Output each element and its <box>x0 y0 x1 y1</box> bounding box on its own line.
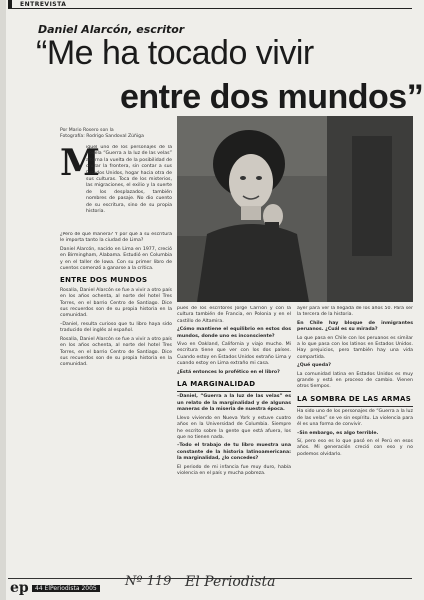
subhead-rule <box>177 391 291 392</box>
handwritten-issue-number: Nº 119 <box>125 574 172 589</box>
question: –Daniel, “Guerra a la luz de las velas” es un relato de la marginalidad y de algunas maneras de la miseria de nuestra época. <box>177 394 291 413</box>
lead-paragraph: iguel uno de los personajes de la novela “Guerra a la luz de las velas” alterna la vuelta de la posibilidad de cruzar la frontera, sin contar a sus Estados Unidos, hogar hacia otra de sus culturas. Toca de los misterios, las migraciones, el exilio y la suerte de los desplazados, también nombres de pasaje. No dio cuento de su escritura, sino de su propia historia. <box>86 145 172 215</box>
paragraph: –Daniel, resulta curioso que tu libro haya sido traducido del inglés al español. <box>60 321 172 334</box>
author-photo-image <box>177 116 413 302</box>
paragraph: ¿Pero de qué manera? Y por qué a su escritura le importa tanto la ciudad de Lima? <box>60 232 172 244</box>
byline-photo: Fotografía: Rodrigo Sandoval Zúñiga <box>60 134 144 139</box>
paragraph: Vivo en Oakland, California y viajo mucho. Mi escritura tiene que ver con los dos países. Cuando estoy en Estados Unidos extraño Lima y cuando estoy en Lima extraño mi casa. <box>177 342 291 367</box>
issue-label: 44 ElPeriodista 2005 <box>32 585 100 592</box>
headline-line-1: “Me ha tocado vivir <box>36 34 314 72</box>
drop-cap: M <box>60 142 100 184</box>
byline <box>60 128 144 140</box>
subhead-la-sombra-de-las-armas: LA SOMBRA DE LAS ARMAS <box>297 394 412 403</box>
paragraph: Sí, pero eso es lo que pasó en el Perú en esos años. Mi generación creció con eso y no podemos olvidarlo. <box>297 438 413 457</box>
column-1-top <box>86 145 172 231</box>
magazine-logo: ep <box>10 580 29 596</box>
question: –Sin embargo, es algo terrible. <box>297 430 379 436</box>
column-2 <box>177 306 291 572</box>
section-label: ENTREVISTA <box>8 0 70 9</box>
paragraph: Daniel Alarcón, nacido en Lima en 1977, creció en Birmingham, Alabama. Estudió en Columbia y en el taller de Iowa. Con su primer libro de cuentos comenzó a ganarse a la crítica. <box>60 246 172 272</box>
paragraph: Llevo viviendo en Nueva York y estuve cuatro años en la Universidad de Columbia. Siempre he escrito sobre la gente que está afuera, los que no tienen nada. <box>177 415 291 440</box>
page-edge-strip <box>0 0 6 600</box>
column-3 <box>297 306 413 572</box>
paragraph: Ha sido uno de los personajes de “Guerra a la luz de las velas” se ve sin espíritu. La violencia para él es una forma de convivir. <box>297 409 413 428</box>
paragraph: Rosalía, Daniel Alarcón se fue a vivir a otro país en los años ochenta, al norte del hotel Tres Torres, en el barrio Centro de Santiago. Dice sus recuerdos son de su propia historia en la comunidad. <box>60 336 172 368</box>
question: ¿Está entonces lo profético en el libro? <box>177 369 280 375</box>
headline-line-2: entre dos mundos” <box>120 78 424 116</box>
question: –Todo el trabajo de tu libro muestra una constante de la historia latinoamericana: la marginalidad, ¿lo concedes? <box>177 443 291 462</box>
paragraph: ayer para ver la llegada de los años 50. Para ser la tercera de la historia. <box>297 306 413 318</box>
question: ¿Qué queda? <box>297 363 331 369</box>
paragraph: Lo que pasa en Chile con los peruanos es similar a lo que pasa con los latinos en Estados Unidos. Hay prejuicios, pero también hay una vida compartida. <box>297 335 413 360</box>
question: En Chile hay bloque de inmigrantes peruanos. ¿Cuál es su mirada? <box>297 320 413 333</box>
paragraph: La comunidad latina en Estados Unidos es muy grande y está en proceso de cambio. Vienen otros tiempos. <box>297 371 413 390</box>
paragraph: Rosalía, Daniel Alarcón se fue a vivir a otro país en los años ochenta, al norte del hotel Tres Torres, en el barrio Centro de Santiago. Dice sus recuerdos son de su propia historia en la comunidad. <box>60 287 172 319</box>
subhead-entre-dos-mundos: ENTRE DOS MUNDOS <box>60 276 148 285</box>
handwritten-magazine-name: El Periodista <box>185 574 276 590</box>
kicker: Daniel Alarcón, escritor <box>38 23 185 36</box>
subhead-la-marginalidad: LA MARGINALIDAD <box>177 380 256 389</box>
paragraph: pues de los escritores Jorge Carrión y con la cultura también de Francia, en Polonia y en el castillo de Altamira. <box>177 306 291 324</box>
question: ¿Cómo mantiene el equilibrio en estos dos mundos, donde uno es inconsciente? <box>177 327 291 339</box>
subhead-rule <box>297 406 413 407</box>
top-rule <box>8 8 412 9</box>
author-photo <box>177 116 413 302</box>
column-1 <box>60 232 172 572</box>
paragraph: El periodo de mi infancia fue muy duro, había violencia en el país y mucha pobreza. <box>177 464 291 476</box>
byline-author: Por Mario Rosero son la <box>60 128 114 133</box>
